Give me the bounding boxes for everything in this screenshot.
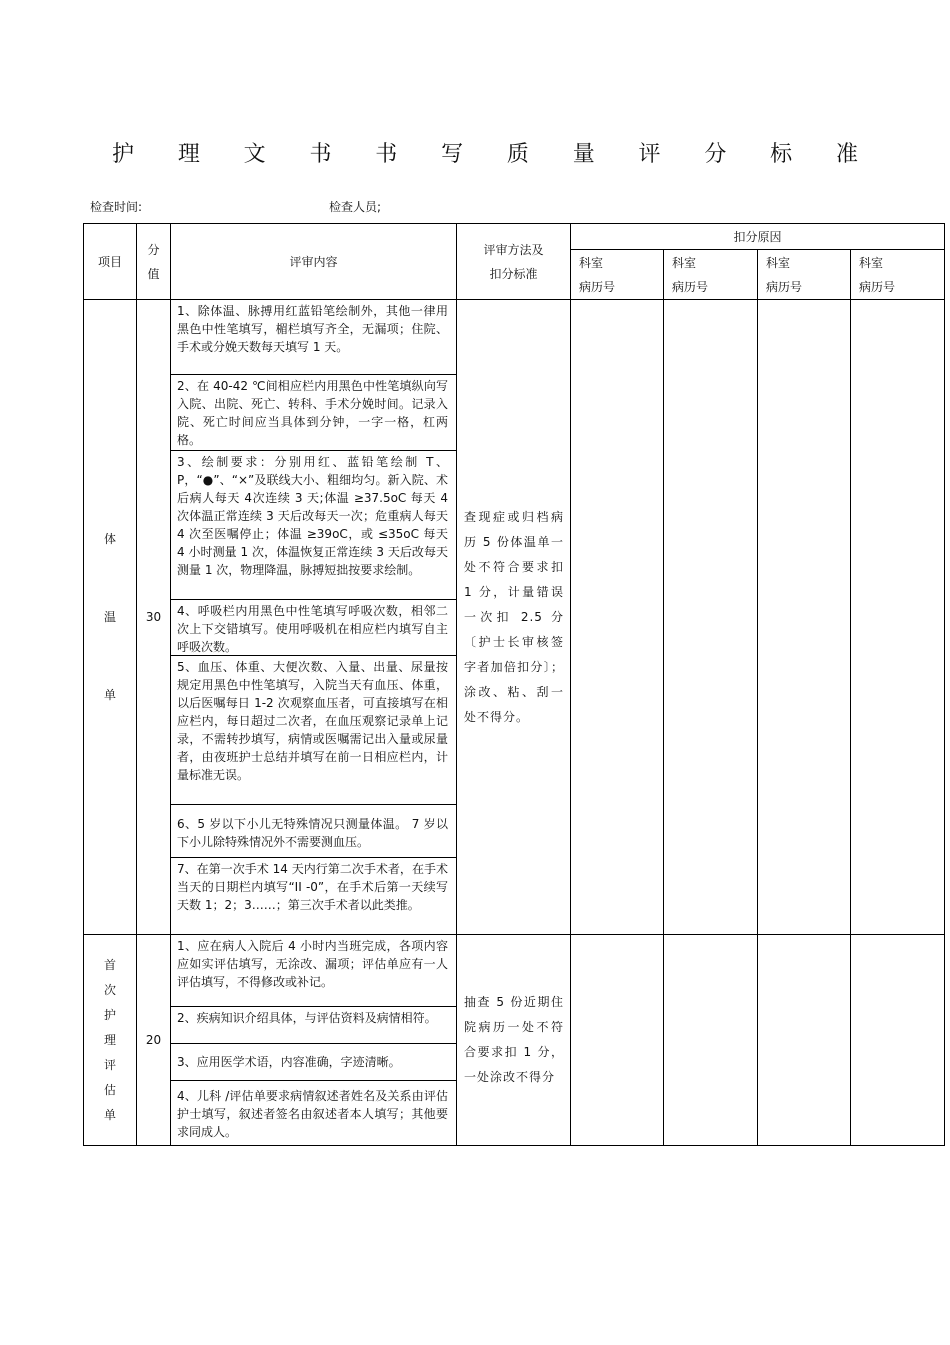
deduction-cell[interactable] xyxy=(664,300,758,935)
deduction-cell[interactable] xyxy=(571,935,664,1146)
title-char: 书 xyxy=(375,141,398,167)
header-record-no: 病历号 xyxy=(766,279,803,294)
header-method xyxy=(457,224,571,300)
header-record-no: 病历号 xyxy=(579,279,616,294)
header-dept-record-4 xyxy=(851,250,945,300)
header-score-bottom: 值 xyxy=(147,266,160,281)
section-name-char: 评 xyxy=(103,1057,116,1072)
criteria-item: 3、应用医学术语，内容准确，字迹清晰。 xyxy=(171,1044,456,1081)
scoring-table xyxy=(83,223,945,1146)
criteria-item: 1、除体温、脉搏用红蓝铅笔绘制外，其他一律用黑色中性笔填写，楣栏填写齐全，无漏项；住院、手术或分娩天数每天填写 1 天。 xyxy=(171,300,456,375)
section-name-char: 护 xyxy=(103,1007,116,1022)
criteria-item: 3、绘制要求：分别用红、蓝铅笔绘制 T、P，“●”、“×”及联线大小、粗细均匀。新入院、术后病人每天 4次连续 3 天;体温 ≥37.5oC 每天 4 次体温正常连续 3 天后改每天一次；危重病人每天 4 次至医嘱停止；体温 ≥39oC，或 ≤35oC 每天 4 小时测量 1 次，体温恢复正常连续 3 天后改每天测量 1 次，物理降温，脉搏短拙按要求绘制。 xyxy=(171,451,456,600)
section-content-list xyxy=(171,300,457,935)
criteria-item: 7、在第一次手术 14 天内行第二次手术者，在手术当天的日期栏内填写“II -0”，在手术后第一天续写天数 1；2；3……；第三次手术者以此类推。 xyxy=(177,862,448,912)
section-method: 查现症或归档病历 5 份体温单一处不符合要求扣 1 分，计量错误一次扣 2.5 分〔护士长审核签字者加倍扣分〕；涂改、粘、刮一处不得分。 xyxy=(457,300,571,935)
criteria-item: 2、在 40-42 ℃间相应栏内用黑色中性笔填纵向写入院、出院、死亡、转科、手术分娩时间。记录入院、死亡时间应当具体到分钟，一字一格，杠两格。 xyxy=(171,375,456,451)
document-title xyxy=(112,136,858,168)
criteria-item: 6、5 岁以下小儿无特殊情况只测量体温。 7 岁以下小儿除特殊情况外不需要测血压。 xyxy=(171,805,456,858)
header-dept-record-2 xyxy=(664,250,758,300)
section-name-char: 次 xyxy=(103,982,116,997)
section-name-char: 体 xyxy=(103,531,116,546)
header-score xyxy=(137,224,171,300)
header-dept: 科室 xyxy=(672,255,697,270)
section-score: 20 xyxy=(137,935,171,1146)
criteria-item: 4、儿科 /评估单要求病情叙述者姓名及关系由评估护士填写，叙述者签名由叙述者本人填写；其他要求同成人。 xyxy=(177,1089,448,1139)
section-content-list xyxy=(171,935,457,1146)
header-content: 评审内容 xyxy=(171,224,457,300)
deduction-cell[interactable] xyxy=(851,935,945,1146)
title-char: 准 xyxy=(835,141,858,167)
title-char: 质 xyxy=(506,141,529,167)
header-dept: 科室 xyxy=(859,255,884,270)
header-deduction-reason: 扣分原因 xyxy=(571,224,945,250)
header-method-line2: 扣分标准 xyxy=(489,266,538,281)
title-char: 分 xyxy=(704,141,727,167)
section-score: 30 xyxy=(137,300,171,935)
inspector-label: 检查人员; xyxy=(329,200,382,214)
check-time-label: 检查时间: xyxy=(90,200,143,214)
title-char: 标 xyxy=(770,141,793,167)
section-name-char: 单 xyxy=(103,687,116,702)
title-char: 理 xyxy=(177,141,200,167)
header-record-no: 病历号 xyxy=(672,279,709,294)
header-score-top: 分 xyxy=(147,242,160,257)
header-method-line1: 评审方法及 xyxy=(483,242,544,257)
title-char: 量 xyxy=(572,141,595,167)
header-record-no: 病历号 xyxy=(859,279,896,294)
header-dept-record-3 xyxy=(758,250,851,300)
section-name-char: 温 xyxy=(103,609,116,624)
title-char: 书 xyxy=(309,141,332,167)
section-name-char: 理 xyxy=(103,1032,116,1047)
criteria-item: 5、血压、体重、大便次数、入量、出量、尿量按规定用黑色中性笔填写，入院当天有血压、体重，以后医嘱每日 1-2 次观察血压者，可直接填写在相应栏内，每日超过二次者，在血压观察记录单上记录，不需转抄填写，病情或医嘱需记出入量或尿量者，由夜班护士总结并填写在前一日相应栏内，计量标准无误。 xyxy=(171,656,456,805)
title-char: 护 xyxy=(112,141,135,167)
section-name-char: 估 xyxy=(103,1082,116,1097)
section-name-char: 首 xyxy=(103,957,116,972)
criteria-item: 1、应在病人入院后 4 小时内当班完成，各项内容应如实评估填写，无涂改、漏项；评估单应有一人评估填写，不得修改或补记。 xyxy=(171,935,456,1007)
criteria-item: 2、疾病知识介绍具体，与评估资料及病情相符。 xyxy=(171,1007,456,1044)
header-dept-record-1 xyxy=(571,250,664,300)
deduction-cell[interactable] xyxy=(851,300,945,935)
deduction-cell[interactable] xyxy=(664,935,758,1146)
title-char: 写 xyxy=(441,141,464,167)
header-dept: 科室 xyxy=(766,255,791,270)
title-char: 评 xyxy=(638,141,661,167)
deduction-cell[interactable] xyxy=(758,935,851,1146)
header-item: 项目 xyxy=(84,224,137,300)
deduction-cell[interactable] xyxy=(571,300,664,935)
section-name-char: 单 xyxy=(103,1107,116,1122)
section-name-temperature-chart xyxy=(84,300,137,935)
title-char: 文 xyxy=(243,141,266,167)
section-name-first-nursing-assessment xyxy=(84,935,137,1146)
header-dept: 科室 xyxy=(579,255,604,270)
section-method: 抽查 5 份近期住院病历一处不符合要求扣 1 分，一处涂改不得分 xyxy=(457,935,571,1146)
criteria-item: 4、呼吸栏内用黑色中性笔填写呼吸次数，相邻二次上下交错填写。使用呼吸机在相应栏内填写自主呼吸次数。 xyxy=(171,600,456,656)
deduction-cell[interactable] xyxy=(758,300,851,935)
